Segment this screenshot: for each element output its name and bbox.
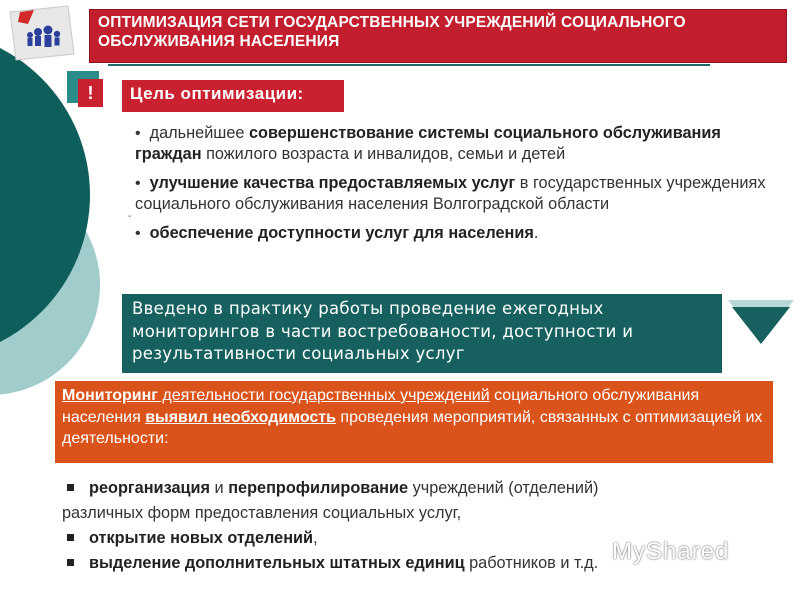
- page-title-line-1: ОПТИМИЗАЦИЯ СЕТИ ГОСУДАРСТВЕННЫХ УЧРЕЖДЕНИЙ СОЦИАЛЬНОГО: [98, 14, 686, 31]
- page-title-line-2: ОБСЛУЖИВАНИЯ НАСЕЛЕНИЯ: [98, 33, 340, 50]
- goal-item: • дальнейшее совершенствование системы социального обслуживания граждан пожилого возраста и инвалидов, семьи и детей: [135, 124, 721, 163]
- measure-item: открытие новых отделений,: [62, 526, 782, 551]
- bullet-icon: •: [135, 125, 141, 142]
- monitoring-result-text: Мониторинг деятельности государственных учреждений социального обслуживания населения выявил необходимость проведения мероприятий, связанных с оптимизацией их деятельности:: [62, 387, 763, 447]
- triangle-down-icon: [732, 307, 790, 344]
- people-family-logo-icon: [6, 4, 76, 62]
- measure-item: выделение дополнительных штатных единиц работников и т.д.: [62, 551, 782, 576]
- stray-dash: -: [128, 211, 132, 222]
- goals-list: [135, 123, 775, 253]
- goal-label: Цель оптимизации:: [130, 84, 304, 103]
- square-bullet-icon: [67, 484, 74, 491]
- square-bullet-icon: [67, 534, 74, 541]
- square-bullet-icon: [67, 559, 74, 566]
- page-title: [98, 13, 778, 51]
- bullet-icon: •: [135, 175, 141, 192]
- measure-item: реорганизация и перепрофилирование учреждений (отделений): [62, 476, 782, 501]
- bullet-icon: •: [135, 225, 141, 242]
- exclamation-icon: !: [78, 79, 103, 107]
- goal-item: • улучшение качества предоставляемых услуг в государственных учреждениях социального обслуживания населения Волгоградской области: [135, 174, 766, 213]
- watermark: MyShared: [612, 538, 730, 565]
- goal-item: • обеспечение доступности услуг для населения.: [135, 224, 539, 242]
- monitoring-info-text: Введено в практику работы проведение ежегодных мониторингов в части востребованости, доступности и результативности социальных услуг: [132, 299, 634, 363]
- measure-item-continuation: различных форм предоставления социальных услуг,: [62, 504, 462, 522]
- header-divider: [108, 64, 710, 66]
